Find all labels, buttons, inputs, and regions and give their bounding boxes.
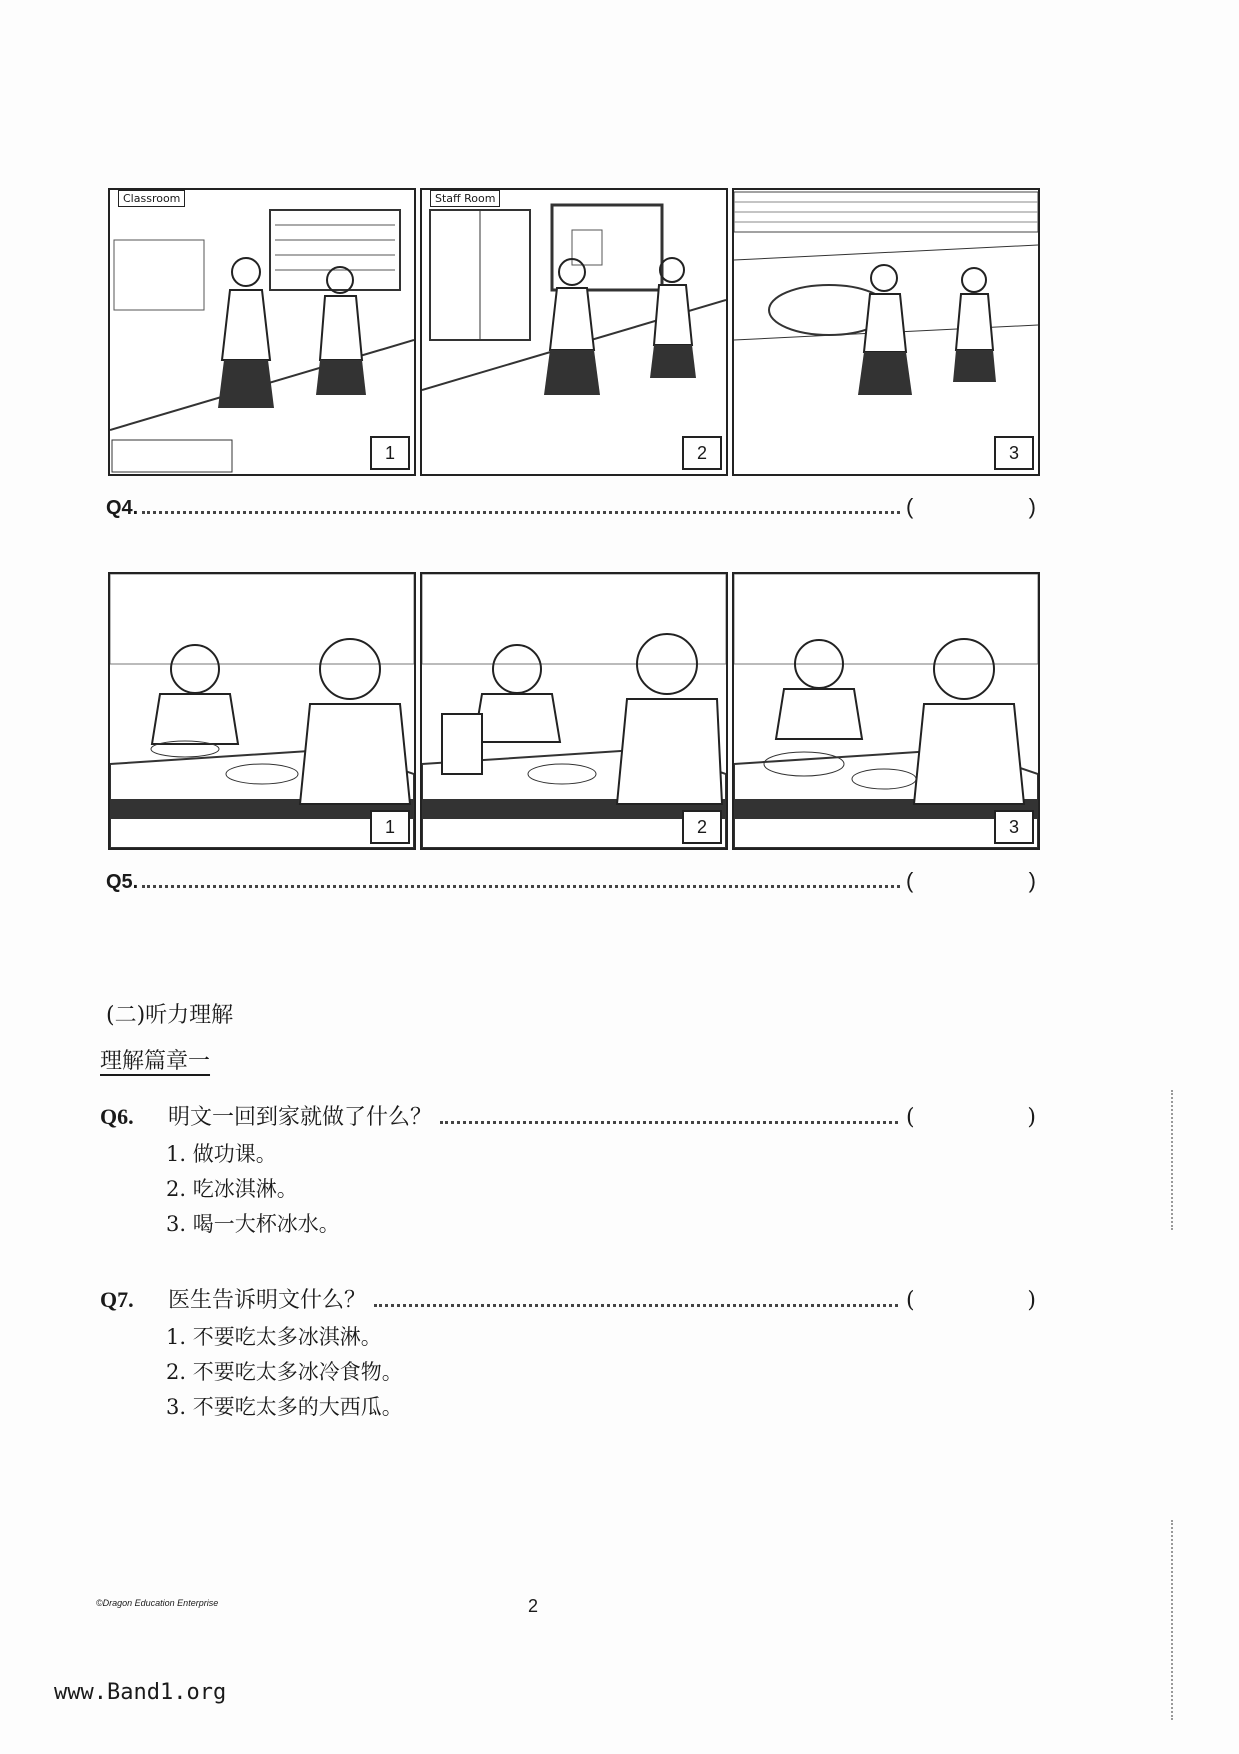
q6-text: 明文一回到家就做了什么？ bbox=[168, 1105, 433, 1130]
paren-close: ) bbox=[1028, 494, 1036, 519]
q5-answer-box[interactable] bbox=[906, 868, 1036, 894]
publisher-credit: ©Dragon Education Enterprise bbox=[96, 1598, 219, 1608]
q6-answer-box[interactable] bbox=[906, 1105, 1036, 1130]
option-item: 1. 做功课。 bbox=[166, 1142, 277, 1166]
father-son-breakfast-drinking-illustration bbox=[110, 574, 414, 848]
q7-answer-box[interactable] bbox=[906, 1288, 1036, 1313]
classroom-sign: Classroom bbox=[118, 190, 185, 207]
panel-number: 1 bbox=[370, 810, 410, 844]
q4-panel-row bbox=[108, 188, 1040, 476]
q5-panel-3 bbox=[732, 572, 1040, 850]
dotted-leader bbox=[374, 1304, 898, 1307]
q5-panel-2 bbox=[420, 572, 728, 850]
girls-walking-past-classroom-illustration bbox=[110, 190, 414, 474]
q4-answer-line bbox=[106, 494, 1036, 520]
option-item: 2. 吃冰淇淋。 bbox=[166, 1177, 298, 1201]
dotted-leader bbox=[142, 885, 900, 888]
option-item: 1. 不要吃太多冰淇淋。 bbox=[166, 1325, 382, 1349]
q5-panel-row bbox=[108, 572, 1040, 850]
q7-text: 医生告诉明文什么？ bbox=[168, 1288, 367, 1313]
option-item: 3. 喝一大杯冰水。 bbox=[166, 1212, 340, 1236]
section-subtitle: 理解篇章一 bbox=[100, 1049, 211, 1074]
paren-close: ) bbox=[1027, 1288, 1036, 1313]
paren-open: ( bbox=[906, 868, 914, 893]
q7-number: Q7. bbox=[100, 1287, 134, 1312]
girls-walking-past-staff-room-illustration bbox=[422, 190, 726, 474]
q6-number: Q6. bbox=[100, 1104, 134, 1129]
paren-open: ( bbox=[906, 494, 914, 519]
q5-panel-1 bbox=[108, 572, 416, 850]
paren-open: ( bbox=[906, 1288, 915, 1313]
q5-label: Q5. bbox=[106, 871, 139, 893]
paren-close: ) bbox=[1028, 868, 1036, 893]
question-6 bbox=[100, 1100, 1036, 1242]
dotted-leader bbox=[440, 1121, 898, 1124]
paren-open: ( bbox=[906, 1105, 915, 1130]
father-son-breakfast-eating-illustration bbox=[734, 574, 1038, 848]
section-title: (二)听力理解 bbox=[106, 1003, 234, 1028]
q4-panel-3 bbox=[732, 188, 1040, 476]
panel-number: 2 bbox=[682, 810, 722, 844]
q4-label: Q4. bbox=[106, 497, 139, 519]
q6-options bbox=[166, 1137, 1036, 1242]
panel-number: 3 bbox=[994, 810, 1034, 844]
page-number: 2 bbox=[528, 1596, 539, 1616]
q4-answer-box[interactable] bbox=[906, 494, 1036, 520]
paren-close: ) bbox=[1027, 1105, 1036, 1130]
q5-answer-line bbox=[106, 868, 1036, 894]
scan-edge-mark bbox=[1171, 1090, 1175, 1230]
girls-walking-across-court-illustration bbox=[734, 190, 1038, 474]
father-son-breakfast-milk-illustration bbox=[422, 574, 726, 848]
dotted-leader bbox=[142, 511, 900, 514]
panel-number: 2 bbox=[682, 436, 722, 470]
q4-panel-2 bbox=[420, 188, 728, 476]
panel-number: 3 bbox=[994, 436, 1034, 470]
staff-room-sign: Staff Room bbox=[430, 190, 500, 207]
q4-panel-1 bbox=[108, 188, 416, 476]
option-item: 3. 不要吃太多的大西瓜。 bbox=[166, 1395, 403, 1419]
question-7 bbox=[100, 1283, 1036, 1425]
scan-edge-mark bbox=[1171, 1520, 1175, 1720]
panel-number: 1 bbox=[370, 436, 410, 470]
site-link[interactable]: www.Band1.org bbox=[54, 1680, 227, 1705]
option-item: 2. 不要吃太多冰冷食物。 bbox=[166, 1360, 403, 1384]
q7-options bbox=[166, 1320, 1036, 1425]
